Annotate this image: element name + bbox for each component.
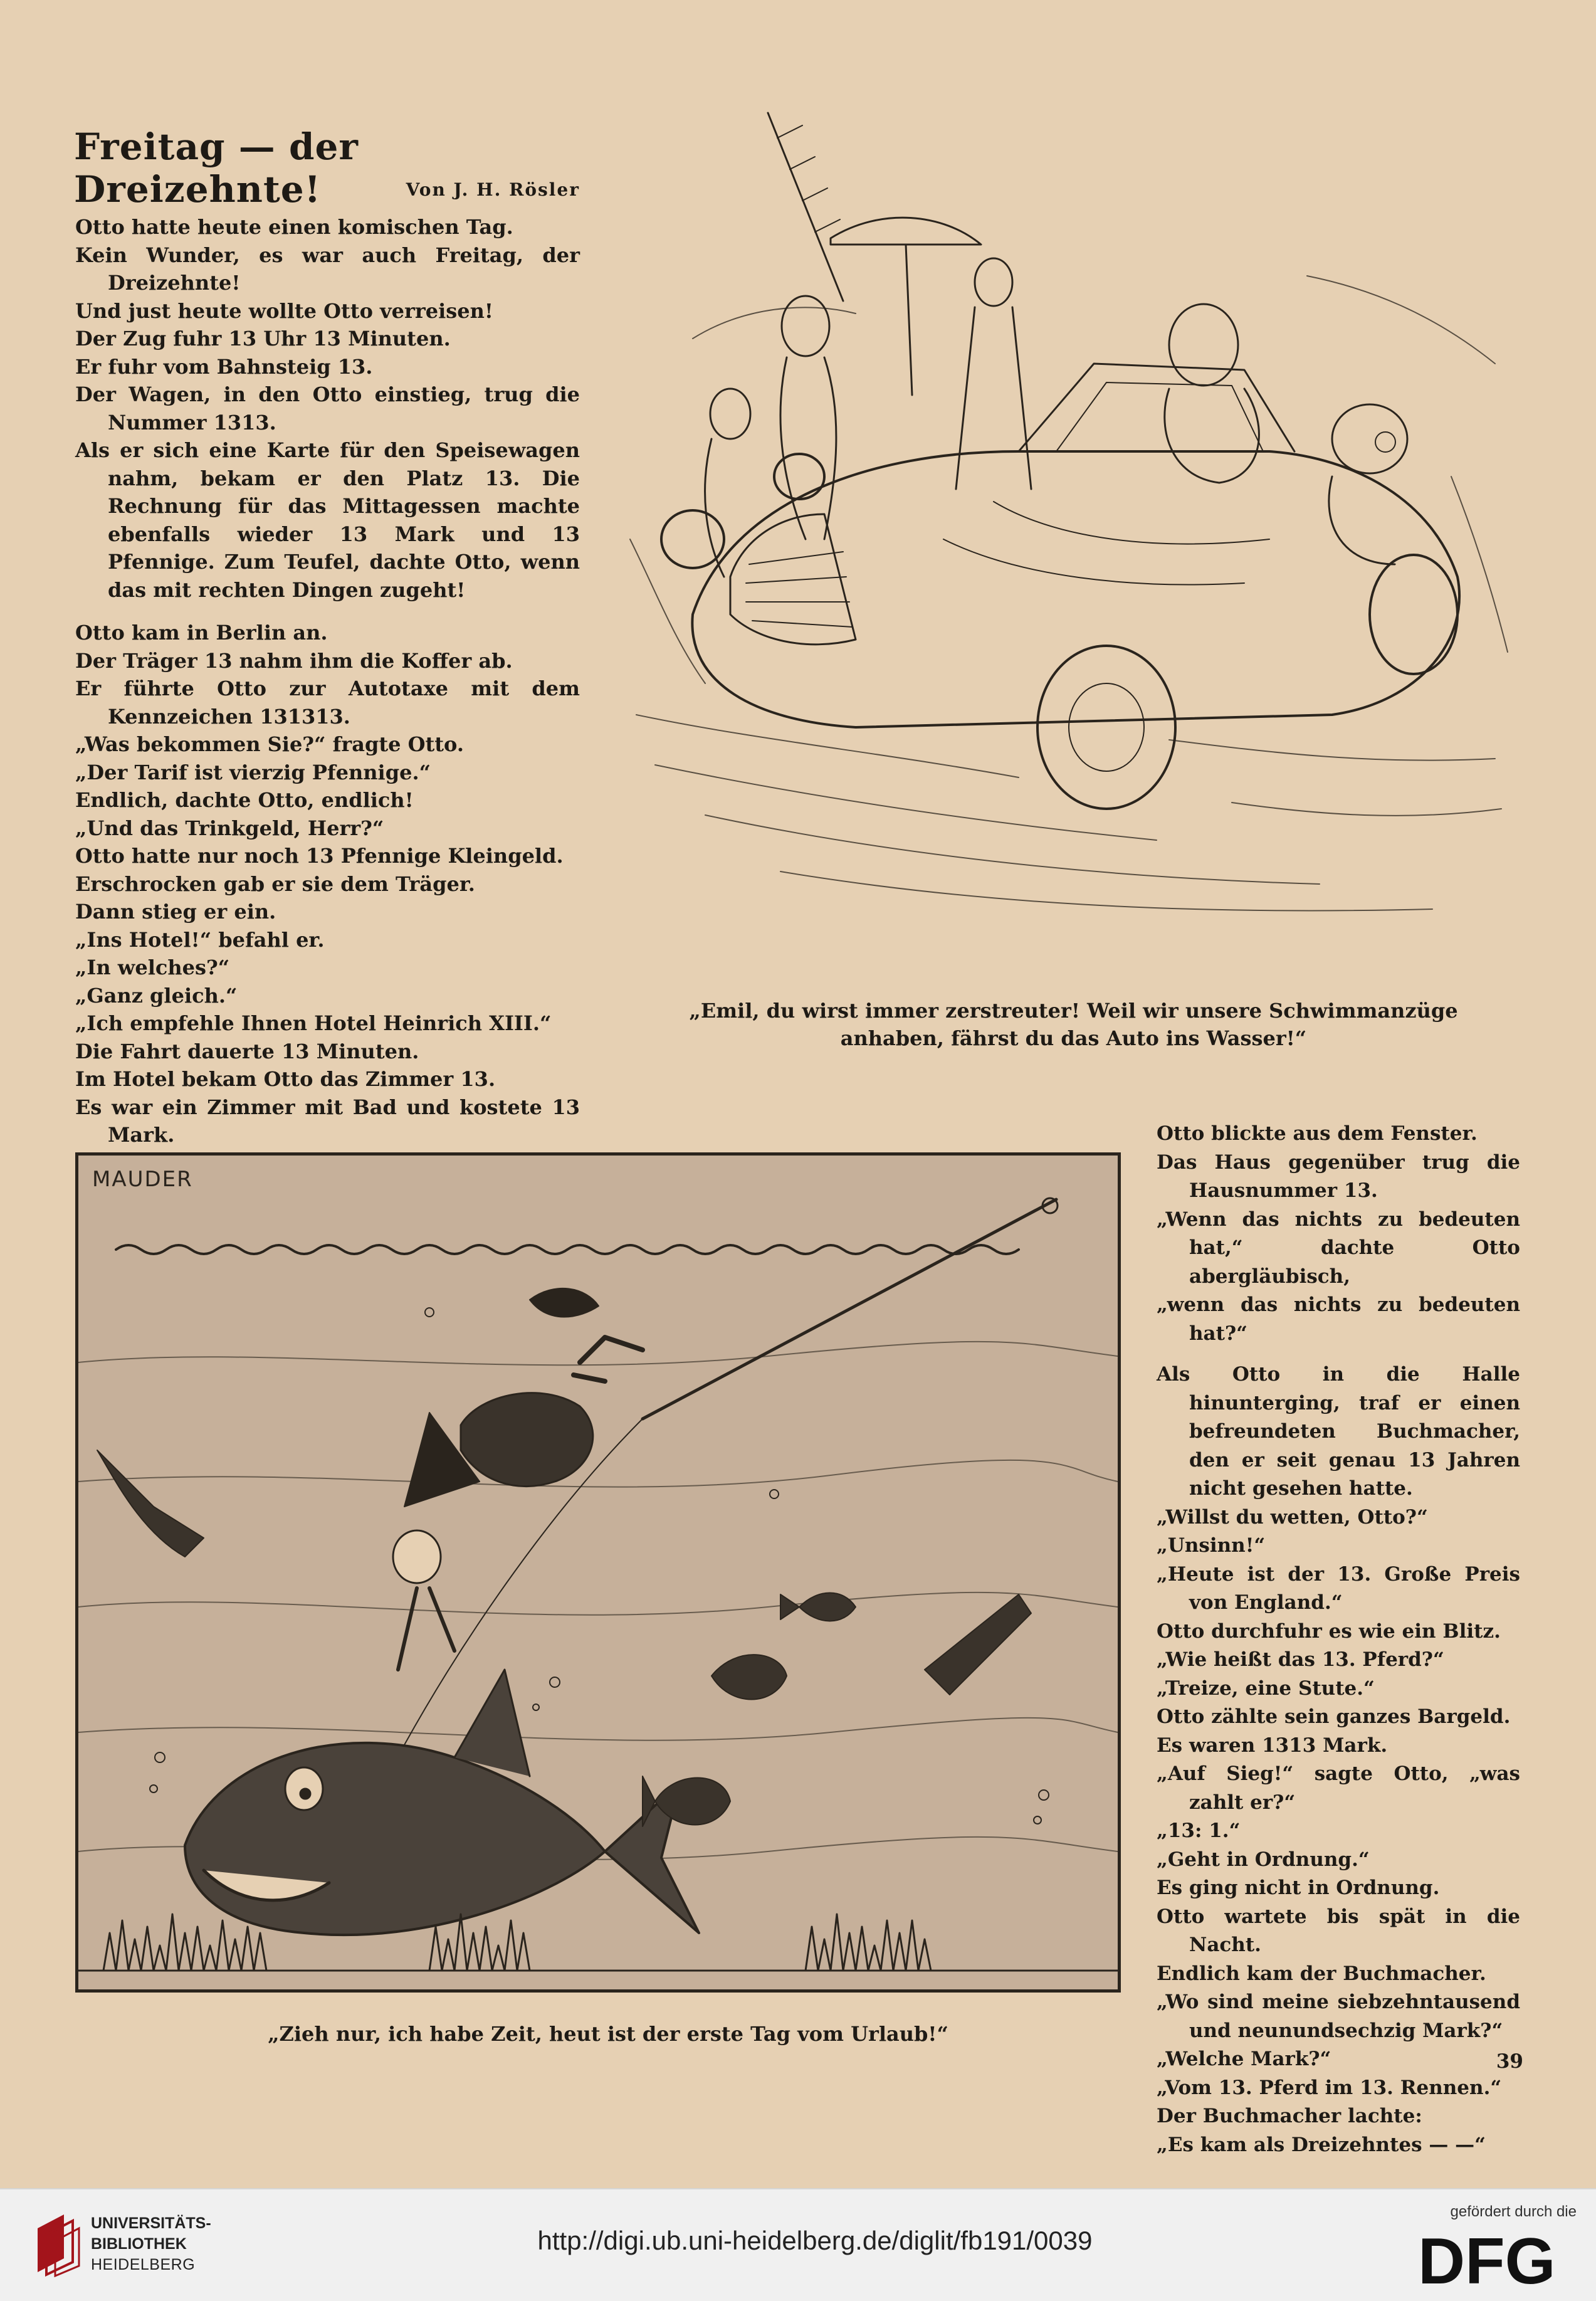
article-paragraph: „Wo sind meine siebzehntausend und neunundsechzig Mark?“ bbox=[1157, 1991, 1520, 2042]
article-paragraph: „Treize, eine Stute.“ bbox=[1157, 1677, 1375, 1700]
article-title: Freitag — der Dreizehnte! bbox=[74, 125, 359, 211]
car-cartoon-caption: „Emil, du wirst immer zerstreuter! Weil wir unsere Schwimmanzüge anhaben, fährst du das Auto ins Wasser!“ bbox=[689, 999, 1458, 1050]
article-paragraph: Der Wagen, in den Otto einstieg, trug die Nummer 1313. bbox=[75, 382, 580, 434]
article-paragraph: Als er sich eine Karte für den Speisewagen nahm, bekam er den Platz 13. Die Rechnung für das Mittagessen machte ebenfalls wieder 13 Mark und 13 Pfennige. Zum Teufel, dachte Otto, wenn das mit rechten Dingen zugeht! bbox=[75, 438, 580, 602]
article-paragraph: „Was bekommen Sie?“ fragte Otto. bbox=[75, 732, 464, 756]
article-paragraph: „Auf Sieg!“ sagte Otto, „was zahlt er?“ bbox=[1157, 1762, 1520, 1814]
article-paragraph: „Ich empfehle Ihnen Hotel Heinrich XIII.“ bbox=[75, 1011, 552, 1035]
article-paragraph: „Geht in Ordnung.“ bbox=[1157, 1848, 1370, 1871]
dfg-logo-text: DFG bbox=[1418, 2228, 1556, 2291]
article-paragraph: Es waren 1313 Mark. bbox=[1157, 1734, 1388, 1757]
article-column-left bbox=[75, 213, 580, 1149]
article-paragraph: Otto hatte nur noch 13 Pfennige Kleingeld. bbox=[75, 844, 564, 868]
article-paragraph: Dann stieg er ein. bbox=[75, 900, 276, 924]
funded-by-label: gefördert durch die bbox=[1450, 2203, 1577, 2220]
article-paragraph: „Es kam als Dreizehntes — —“ bbox=[1157, 2133, 1486, 2156]
article-paragraph: Der Träger 13 nahm ihm die Koffer ab. bbox=[75, 648, 513, 673]
permalink-url[interactable]: http://digi.ub.uni-heidelberg.de/diglit/fb191/0039 bbox=[537, 2226, 1093, 2255]
article-paragraph: Im Hotel bekam Otto das Zimmer 13. bbox=[75, 1067, 496, 1091]
fish-cartoon bbox=[75, 1152, 1121, 1993]
article-paragraph: Und just heute wollte Otto verreisen! bbox=[75, 298, 493, 323]
article-paragraph: Kein Wunder, es war auch Freitag, der Dreizehnte! bbox=[75, 243, 580, 295]
article-paragraph: „Vom 13. Pferd im 13. Rennen.“ bbox=[1157, 2076, 1502, 2099]
article-paragraph: Der Buchmacher lachte: bbox=[1157, 2105, 1422, 2127]
article-paragraph: Als Otto in die Halle hinunterging, traf er einen befreundeten Buchmacher, den er seit genau 13 Jahren nicht gesehen hatte. bbox=[1157, 1363, 1520, 1500]
article-paragraph: „Heute ist der 13. Große Preis von England.“ bbox=[1157, 1562, 1520, 1614]
paragraph-gap bbox=[75, 604, 580, 619]
paragraph-gap bbox=[1157, 1348, 1520, 1361]
article-paragraph: Otto kam in Berlin an. bbox=[75, 621, 328, 645]
article-column-right bbox=[1157, 1120, 1520, 2159]
dfg-logo-icon bbox=[1418, 2228, 1576, 2291]
article-paragraph: „Und das Trinkgeld, Herr?“ bbox=[75, 816, 384, 840]
article-paragraph: Endlich kam der Buchmacher. bbox=[1157, 1962, 1486, 1985]
article-paragraph: Der Zug fuhr 13 Uhr 13 Minuten. bbox=[75, 327, 451, 350]
library-name-line3: HEIDELBERG bbox=[91, 2256, 196, 2273]
page-number: 39 bbox=[1496, 2050, 1523, 2073]
artist-signature: MAUDER bbox=[92, 1167, 193, 1192]
article-paragraph: „Unsinn!“ bbox=[1157, 1534, 1266, 1557]
article-paragraph: Otto hatte heute einen komischen Tag. bbox=[75, 215, 513, 239]
library-name-line2: BIBLIOTHEK bbox=[91, 2235, 187, 2253]
article-paragraph: Die Fahrt dauerte 13 Minuten. bbox=[75, 1039, 419, 1063]
article-paragraph: „Der Tarif ist vierzig Pfennige.“ bbox=[75, 760, 431, 784]
article-paragraph: Otto zählte sein ganzes Bargeld. bbox=[1157, 1705, 1511, 1728]
article-byline: Von J. H. Rösler bbox=[406, 179, 580, 200]
article-paragraph: Otto wartete bis spät in die Nacht. bbox=[1157, 1905, 1520, 1956]
article-paragraph: Es war ein Zimmer mit Bad und kostete 13 Mark. bbox=[75, 1095, 580, 1147]
fish-cartoon-caption: „Zieh nur, ich habe Zeit, heut ist der erste Tag vom Urlaub!“ bbox=[268, 2022, 948, 2046]
car-in-water-cartoon bbox=[617, 100, 1520, 991]
article-paragraph: „Ins Hotel!“ befahl er. bbox=[75, 927, 325, 952]
library-name bbox=[91, 2213, 211, 2275]
article-paragraph: Erschrocken gab er sie dem Träger. bbox=[75, 871, 475, 896]
article-paragraph: Das Haus gegenüber trug die Hausnummer 13. bbox=[1157, 1150, 1520, 1202]
article-paragraph: Es ging nicht in Ordnung. bbox=[1157, 1877, 1440, 1899]
ub-heidelberg-logo-icon bbox=[33, 2209, 81, 2277]
article-paragraph: Endlich, dachte Otto, endlich! bbox=[75, 788, 414, 812]
article-paragraph: „Welche Mark?“ bbox=[1157, 2048, 1331, 2070]
article-paragraph: Er fuhr vom Bahnsteig 13. bbox=[75, 354, 373, 379]
article-paragraph: „Ganz gleich.“ bbox=[75, 983, 238, 1008]
article-paragraph: „In welches?“ bbox=[75, 956, 230, 979]
article-paragraph: Otto durchfuhr es wie ein Blitz. bbox=[1157, 1619, 1501, 1643]
article-paragraph: Er führte Otto zur Autotaxe mit dem Kennzeichen 131313. bbox=[75, 677, 580, 729]
article-paragraph: Otto blickte aus dem Fenster. bbox=[1157, 1122, 1478, 1145]
article-paragraph: „Willst du wetten, Otto?“ bbox=[1157, 1505, 1428, 1529]
article-paragraph: „Wie heißt das 13. Pferd?“ bbox=[1157, 1648, 1444, 1671]
article-paragraph: „13: 1.“ bbox=[1157, 1819, 1241, 1842]
article-paragraph: „wenn das nichts zu bedeuten hat?“ bbox=[1157, 1293, 1520, 1345]
digitization-footer bbox=[0, 2188, 1596, 2301]
library-name-line1: UNIVERSITÄTS- bbox=[91, 2214, 211, 2232]
article-paragraph: „Wenn das nichts zu bedeuten hat,“ dachte Otto abergläubisch, bbox=[1157, 1208, 1520, 1288]
